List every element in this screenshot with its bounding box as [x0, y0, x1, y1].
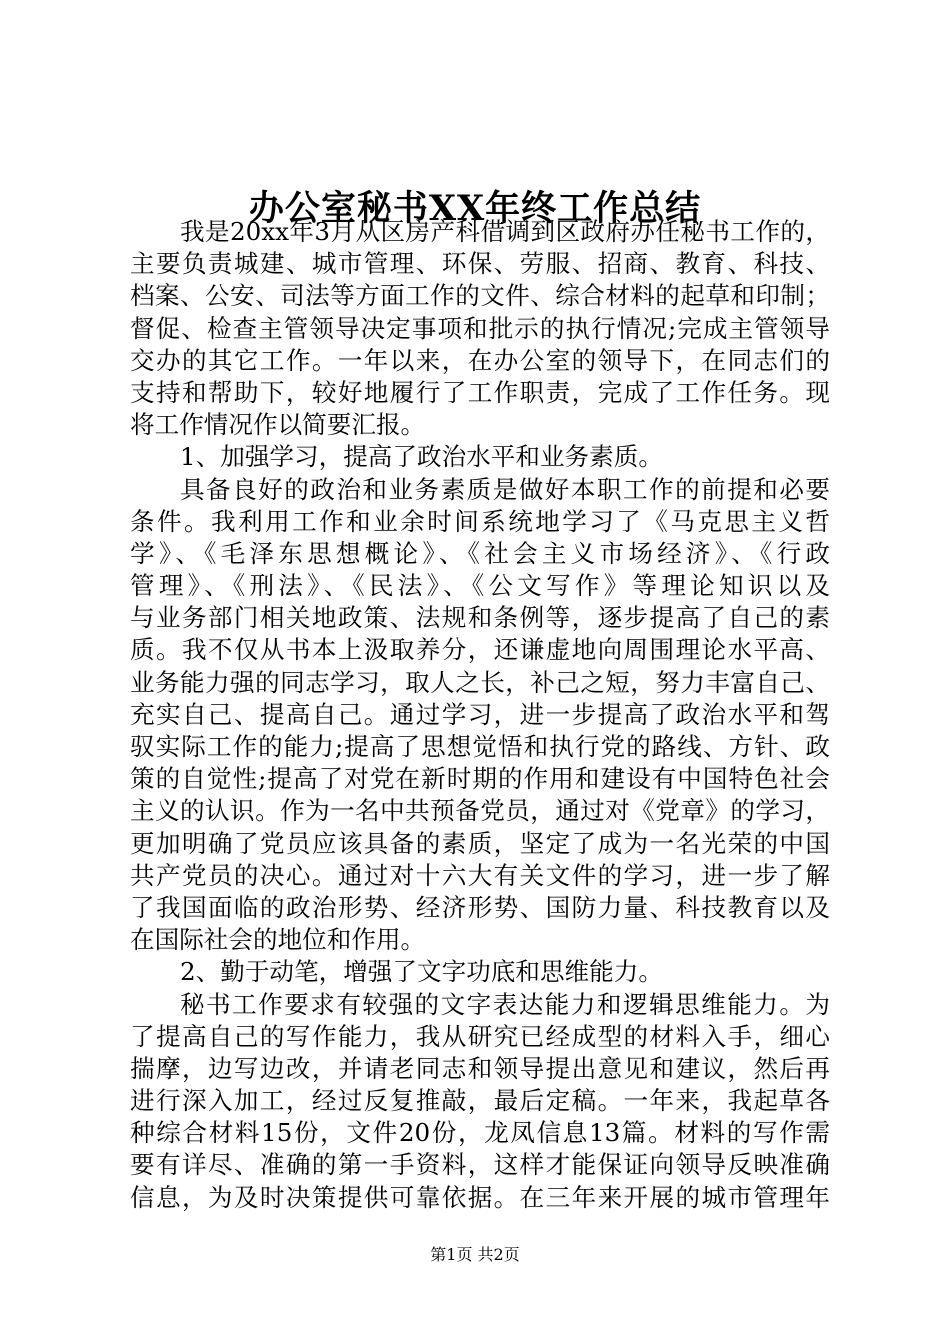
body-line: 具备良好的政治和业务素质是做好本职工作的前提和必要	[180, 474, 830, 504]
body-line: 共产党员的决心。通过对十六大有关文件的学习，进一步了解	[130, 860, 830, 890]
body-line: 要有详尽、准确的第一手资料，这样才能保证向领导反映准确	[130, 1150, 830, 1180]
body-line: 更加明确了党员应该具备的素质，坚定了成为一名光荣的中国	[130, 828, 830, 858]
body-line: 与业务部门相关地政策、法规和条例等，逐步提高了自己的素	[130, 603, 830, 633]
body-line: 主要负责城建、城市管理、环保、劳服、招商、教育、科技、	[130, 249, 830, 279]
body-line: 我是20xx年3月从区房产科借调到区政府办任秘书工作的，	[180, 217, 830, 246]
body-line: 信息，为及时决策提供可靠依据。在三年来开展的城市管理年	[130, 1182, 830, 1212]
body-line: 策的自觉性;提高了对党在新时期的作用和建设有中国特色社会	[130, 764, 830, 794]
body-line: 种综合材料15份，文件20份，龙凤信息13篇。材料的写作需	[130, 1118, 830, 1148]
body-line: 秘书工作要求有较强的文字表达能力和逻辑思维能力。为	[180, 989, 830, 1019]
body-line: 业务能力强的同志学习，取人之长，补己之短，努力丰富自己、	[130, 667, 830, 697]
body-line: 将工作情况作以简要汇报。	[130, 410, 426, 440]
document-body	[130, 216, 830, 1214]
body-line: 交办的其它工作。一年以来，在办公室的领导下，在同志们的	[130, 345, 830, 375]
body-line: 学》、《毛泽东思想概论》、《社会主义市场经济》、《行政	[130, 538, 830, 568]
body-line: 质。我不仅从书本上汲取养分，还谦虚地向周围理论水平高、	[130, 635, 830, 665]
body-line: 条件。我利用工作和业余时间系统地学习了《马克思主义哲	[130, 506, 830, 536]
page-footer: 第1页 共2页	[430, 1245, 520, 1264]
body-line: 2、勤于动笔，增强了文字功底和思维能力。	[180, 957, 663, 987]
body-line: 在国际社会的地位和作用。	[130, 925, 426, 955]
body-line: 档案、公安、司法等方面工作的文件、综合材料的起草和印制；	[130, 281, 830, 311]
body-line: 驭实际工作的能力;提高了思想觉悟和执行党的路线、方针、政	[130, 732, 830, 761]
body-line: 1、加强学习，提高了政治水平和业务素质。	[180, 442, 663, 472]
body-line: 充实自己、提高自己。通过学习，进一步提高了政治水平和驾	[130, 699, 830, 729]
body-line: 督促、检查主管领导决定事项和批示的执行情况;完成主管领导	[130, 313, 830, 343]
body-line: 主义的认识。作为一名中共预备党员，通过对《党章》的学习，	[130, 796, 830, 826]
body-line: 进行深入加工，经过反复推敲，最后定稿。一年来，我起草各	[130, 1086, 830, 1116]
body-line: 支持和帮助下，较好地履行了工作职责，完成了工作任务。现	[130, 377, 830, 407]
body-line: 了我国面临的政治形势、经济形势、国防力量、科技教育以及	[130, 892, 830, 922]
body-line: 揣摩，边写边改，并请老同志和领导提出意见和建议，然后再	[130, 1053, 830, 1083]
body-line: 管理》、《刑法》、《民法》、《公文写作》等理论知识以及	[130, 571, 830, 601]
body-line: 了提高自己的写作能力，我从研究已经成型的材料入手，细心	[130, 1021, 830, 1051]
document-title: 办公室秘书XX年终工作总结	[248, 188, 702, 229]
